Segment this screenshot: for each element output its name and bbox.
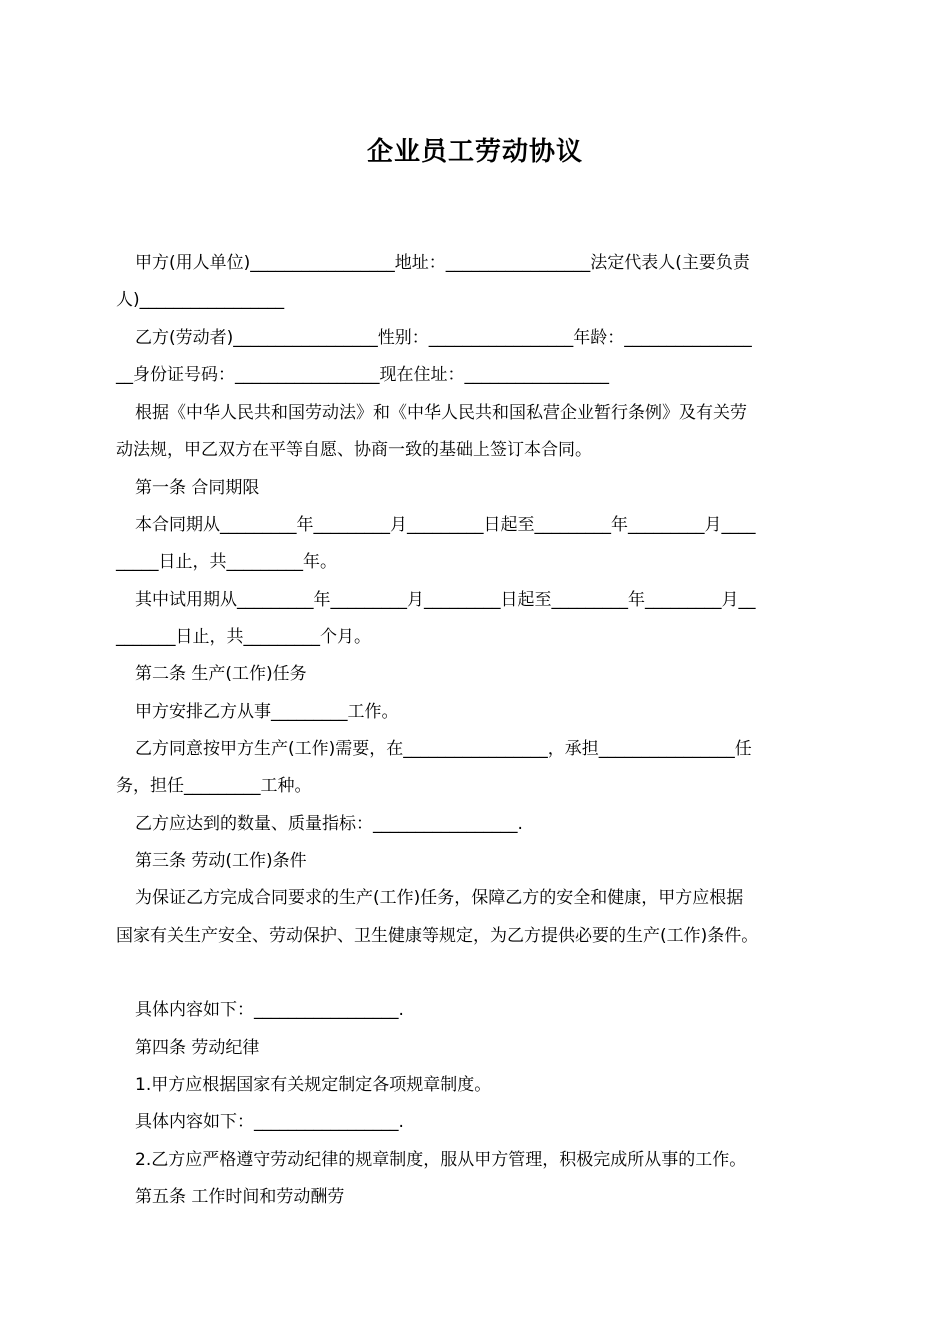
probation-line-cont: _______日止，共_________个月。 [116, 627, 371, 647]
preamble-line: 根据《中华人民共和国劳动法》和《中华人民共和国私营企业暂行条例》及有关劳 [135, 403, 747, 423]
quality-targets-line: 乙方应达到的数量、质量指标：_________________. [135, 814, 523, 834]
discipline-item-1: 1.甲方应根据国家有关规定制定各项规章制度。 [135, 1075, 492, 1095]
party-a-line-cont: 人)_________________ [116, 290, 285, 310]
article-1-heading: 第一条 合同期限 [135, 478, 260, 498]
article-4-heading: 第四条 劳动纪律 [135, 1038, 260, 1058]
article-5-heading: 第五条 工作时间和劳动酬劳 [135, 1187, 345, 1207]
job-assignment-line: 甲方安排乙方从事_________工作。 [135, 702, 399, 722]
details-line-2: 具体内容如下：_________________. [135, 1112, 404, 1132]
contract-term-line: 本合同期从_________年_________月_________日起至_________年_________月____ [135, 515, 756, 535]
task-line-cont: 务，担任_________工种。 [116, 776, 312, 796]
article-2-heading: 第二条 生产(工作)任务 [135, 664, 307, 684]
document-title: 企业员工劳动协议 [366, 137, 583, 167]
conditions-line: 为保证乙方完成合同要求的生产(工作)任务，保障乙方的安全和健康，甲方应根据 [135, 888, 744, 908]
contract-term-line-cont: _____日止，共_________年。 [116, 552, 337, 572]
party-b-line: 乙方(劳动者)_________________性别：_________________年龄：_______________ [135, 328, 752, 348]
probation-line: 其中试用期从_________年_________月_________日起至_________年_________月__ [135, 590, 756, 610]
article-3-heading: 第三条 劳动(工作)条件 [135, 851, 307, 871]
party-a-line: 甲方(用人单位)_________________地址：_________________法定代表人(主要负责 [135, 253, 750, 273]
task-line: 乙方同意按甲方生产(工作)需要，在_________________，承担________________任 [135, 739, 752, 759]
conditions-line-cont: 国家有关生产安全、劳动保护、卫生健康等规定，为乙方提供必要的生产(工作)条件。 [116, 926, 759, 946]
preamble-line-cont: 动法规，甲乙双方在平等自愿、协商一致的基础上签订本合同。 [116, 440, 592, 460]
discipline-item-2: 2.乙方应严格遵守劳动纪律的规章制度，服从甲方管理，积极完成所从事的工作。 [135, 1150, 747, 1170]
party-b-line-cont: __身份证号码：_________________现在住址：_________________ [116, 365, 609, 385]
details-line-1: 具体内容如下：_________________. [135, 1000, 404, 1020]
